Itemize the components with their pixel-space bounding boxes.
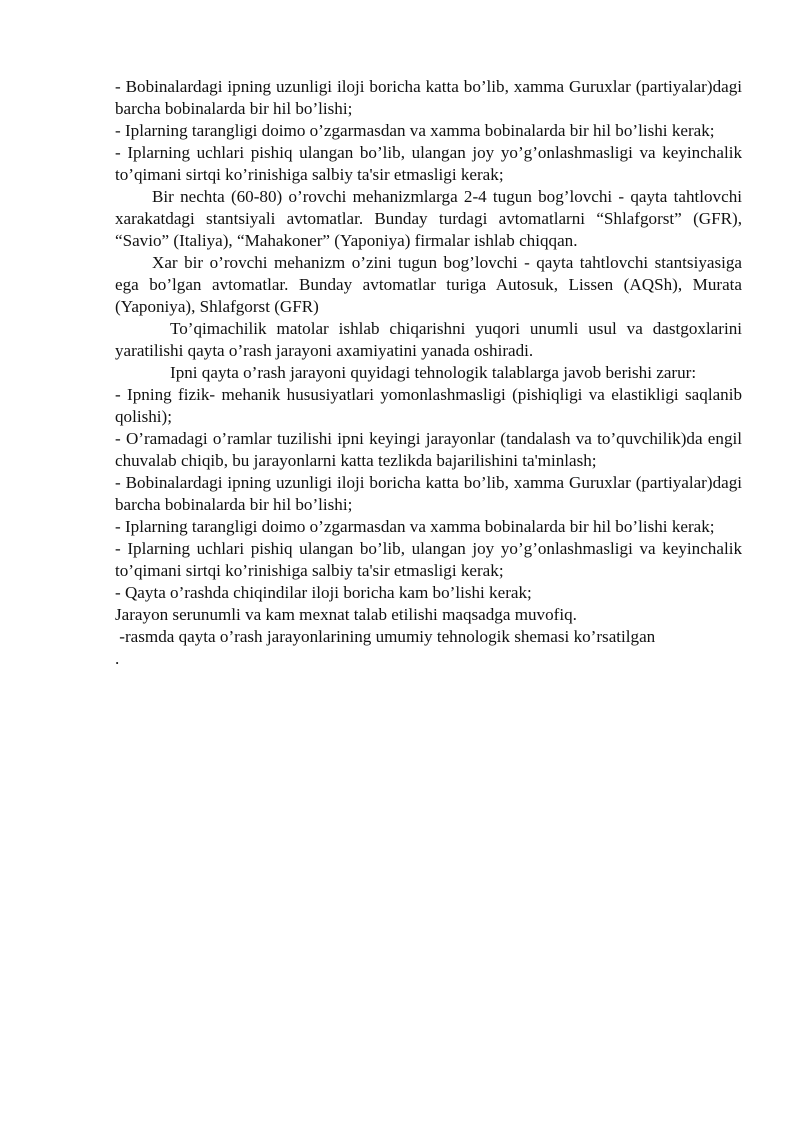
bullet-thread-ends: - Iplarning uchlari pishiq ulangan bo’lib, ulangan joy yo’g’onlashmasligi va keyinchalik to’qimani sirtqi ko’rinishiga salbiy ta'sir etmasligi kerak; (115, 143, 742, 184)
bullet-bobina-length-repeat: - Bobinalardagi ipning uzunligi iloji boricha katta bo’lib, xamma Guruxlar (partiyalar)dagi barcha bobinalarda bir hil bo’lishi; (115, 473, 742, 514)
paragraph-requirements-intro: Ipni qayta o’rash jarayoni quyidagi tehnologik talablarga javob berishi zarur: (170, 363, 697, 382)
paragraph-textile-importance: To’qimachilik matolar ishlab chiqarishni yuqori unumli usul va dastgoxlarini yaratilishi qayta o’rash jarayoni axamiyatini yanada oshiradi. (115, 319, 742, 360)
paragraph-efficiency: Jarayon serunumli va kam mexnat talab etilishi maqsadga muvofiq. (115, 605, 577, 624)
document-page (115, 76, 742, 670)
paragraph-station-automats: Bir nechta (60-80) o’rovchi mehanizmlarga 2-4 tugun bog’lovchi - qayta tahtlovchi xarakatdagi stantsiyali avtomatlar. Bunday turdagi avtomatlarni “Shlafgorst” (GFR), “Savio” (Italiya), “Mahakoner” (Yaponiya) firmalar ishlab chiqqan. (115, 187, 742, 250)
bullet-thread-ends-repeat: - Iplarning uchlari pishiq ulangan bo’lib, ulangan joy yo’g’onlashmasligi va keyinchalik to’qimani sirtqi ko’rinishiga salbiy ta'sir etmasligi kerak; (115, 539, 742, 580)
bullet-winding-structure: - O’ramadagi o’ramlar tuzilishi ipni keyingi jarayonlar (tandalash va to’quvchilik)da engil chuvalab chiqib, bu jarayonlarni katta tezlikda bajarilishini ta'minlash; (115, 429, 742, 470)
bullet-physical-properties: - Ipning fizik- mehanik hususiyatlari yomonlashmasligi (pishiqligi va elastikligi saqlanib qolishi); (115, 385, 742, 426)
bullet-waste: - Qayta o’rashda chiqindilar iloji boricha kam bo’lishi kerak; (115, 583, 532, 602)
bullet-thread-tension-repeat: - Iplarning tarangligi doimo o’zgarmasdan va xamma bobinalarda bir hil bo’lishi kerak; (115, 517, 715, 536)
paragraph-individual-automats: Xar bir o’rovchi mehanizm o’zini tugun bog’lovchi - qayta tahtlovchi stantsiyasiga ega bo’lgan avtomatlar. Bunday avtomatlar turiga Autosuk, Lissen (AQSh), Murata (Yaponiya), Shlafgorst (GFR) (115, 253, 742, 316)
bullet-thread-tension: - Iplarning tarangligi doimo o’zgarmasdan va xamma bobinalarda bir hil bo’lishi kerak; (115, 121, 715, 140)
bullet-bobina-length: - Bobinalardagi ipning uzunligi iloji boricha katta bo’lib, xamma Guruxlar (partiyalar)dagi barcha bobinalarda bir hil bo’lishi; (115, 77, 742, 118)
figure-caption-reference: -rasmda qayta o’rash jarayonlarining umumiy tehnologik shemasi ko’rsatilgan (115, 627, 656, 646)
trailing-dot: . (115, 649, 120, 668)
